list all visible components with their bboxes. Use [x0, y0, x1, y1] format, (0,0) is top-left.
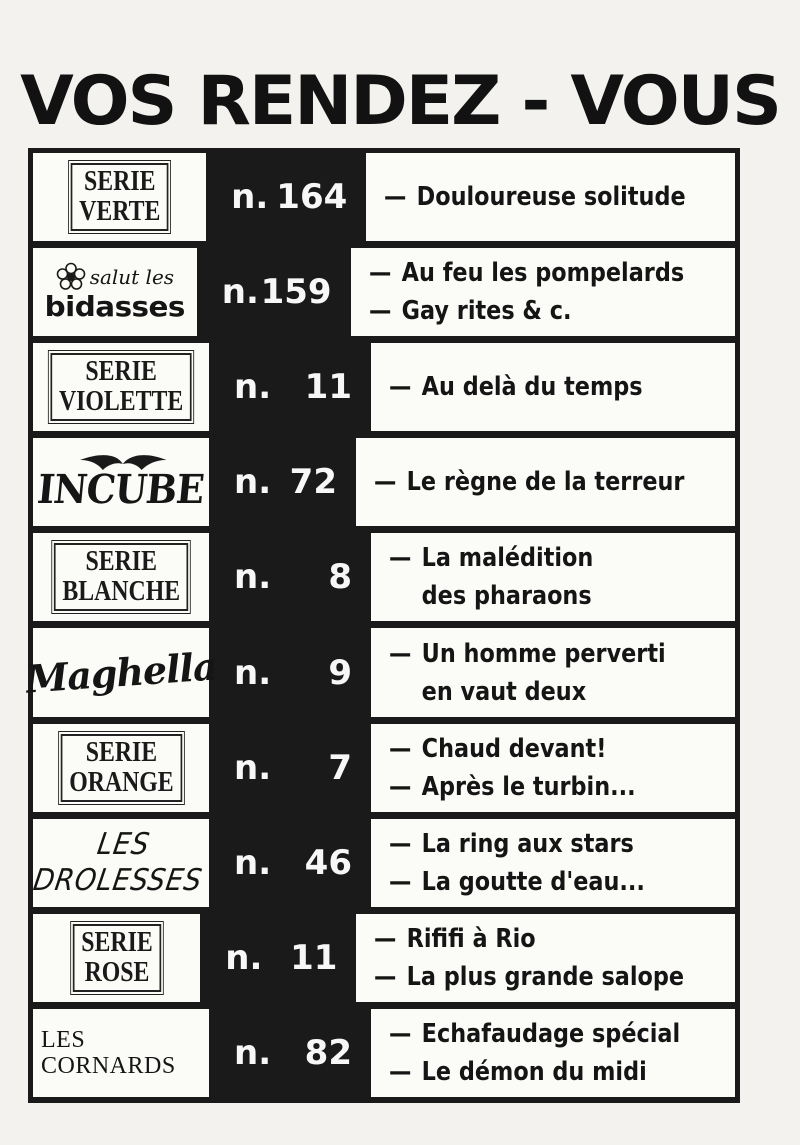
flower-icon	[56, 262, 86, 292]
number-prefix: n.	[234, 462, 272, 503]
table-row	[33, 533, 735, 621]
dash: —	[389, 543, 412, 574]
story-title: La ring aux stars	[421, 828, 634, 859]
logo-line: SERIE	[85, 546, 157, 578]
story-titles	[371, 819, 735, 907]
logo-serie-orange	[33, 724, 209, 812]
story-titles	[371, 343, 735, 431]
story-title: Le démon du midi	[421, 1056, 647, 1087]
story-title: Chaud devant!	[421, 733, 607, 764]
number-prefix: n.	[234, 652, 272, 693]
story-title: des pharaons	[421, 581, 592, 612]
logo-line: DROLESSES	[31, 862, 206, 898]
issue-number	[214, 819, 366, 907]
dash: —	[389, 771, 412, 802]
story-title: Après le turbin...	[421, 771, 636, 802]
story-titles	[371, 724, 735, 812]
number-prefix: n.	[225, 937, 263, 978]
issue-number	[202, 248, 346, 336]
dash: —	[389, 1056, 412, 1087]
dash: —	[389, 866, 412, 897]
table-row	[33, 724, 735, 812]
dash: —	[384, 182, 407, 213]
logo-line: SERIE	[85, 356, 157, 388]
issue-number	[214, 628, 366, 716]
number-prefix: n.	[221, 272, 259, 313]
issue-number	[214, 343, 366, 431]
logo-maghella	[24, 628, 218, 716]
dash: —	[374, 467, 397, 498]
number-value: 159	[260, 272, 332, 313]
dash: —	[389, 828, 412, 859]
logo-serie-blanche	[33, 533, 209, 621]
logo-serie-verte	[33, 153, 206, 241]
logo-incube	[33, 438, 209, 526]
dash: —	[389, 1018, 412, 1049]
table-row	[24, 628, 735, 716]
logo-line: LES	[41, 1026, 86, 1053]
dash: —	[389, 372, 412, 403]
schedule-table	[24, 148, 740, 1103]
story-title: en vaut deux	[421, 676, 587, 707]
logo-line: salut les	[89, 265, 175, 290]
logo-serie-violette	[33, 343, 209, 431]
number-prefix: n.	[234, 747, 272, 788]
number-value: 72	[289, 462, 337, 503]
table-row	[33, 153, 735, 241]
number-value: 7	[328, 747, 352, 788]
table-row	[33, 438, 735, 526]
bat-wings-icon	[71, 450, 174, 472]
logo-line: SERIE	[80, 926, 153, 958]
table-row	[33, 1009, 735, 1097]
story-titles	[371, 628, 735, 716]
story-title: Au delà du temps	[421, 372, 643, 403]
number-value: 11	[304, 367, 352, 408]
issue-number	[214, 724, 366, 812]
number-prefix: n.	[234, 557, 272, 598]
issue-number	[214, 1009, 366, 1097]
dash: —	[389, 733, 412, 764]
number-prefix: n.	[234, 367, 272, 408]
page-title: VOS RENDEZ - VOUS	[20, 62, 780, 141]
issue-number	[214, 533, 366, 621]
story-title: Douloureuse solitude	[416, 182, 686, 213]
story-titles	[356, 438, 735, 526]
number-prefix: n.	[234, 842, 272, 883]
story-title: Rififi à Rio	[407, 923, 537, 954]
story-title: Le règne de la terreur	[406, 467, 685, 498]
logo-line: bidasses	[44, 290, 185, 324]
logo-line: ROSE	[84, 956, 150, 988]
number-value: 8	[328, 557, 352, 598]
issue-number	[214, 438, 351, 526]
logo-line: Maghella	[24, 643, 218, 702]
number-value: 9	[328, 652, 352, 693]
story-title: Un homme perverti	[421, 638, 666, 669]
logo-line: BLANCHE	[62, 576, 180, 608]
story-titles	[351, 248, 735, 336]
number-value: 46	[304, 842, 352, 883]
logo-salut-les-bidasses	[33, 248, 197, 336]
story-title: Echafaudage spécial	[421, 1018, 681, 1049]
story-titles	[356, 914, 735, 1002]
table-row	[33, 914, 735, 1002]
table-row	[33, 819, 735, 907]
story-title: Gay rites & c.	[401, 296, 572, 327]
story-titles	[371, 1009, 735, 1097]
issue-number	[205, 914, 351, 1002]
table-row	[33, 248, 735, 336]
story-title: Au feu les pompelards	[401, 258, 684, 289]
logo-line: SERIE	[85, 736, 157, 768]
dash: —	[389, 638, 412, 669]
dash: —	[374, 923, 397, 954]
story-titles	[366, 153, 735, 241]
number-prefix: n.	[231, 177, 269, 218]
logo-line: CORNARDS	[41, 1052, 176, 1079]
logo-serie-rose	[33, 914, 200, 1002]
number-prefix: n.	[234, 1032, 272, 1073]
logo-les-drolesses	[33, 819, 209, 907]
logo-les-cornards	[33, 1009, 209, 1097]
logo-line: VIOLETTE	[58, 386, 184, 418]
issue-number	[211, 153, 361, 241]
story-titles	[371, 533, 735, 621]
story-title: La plus grande salope	[407, 961, 685, 992]
number-value: 11	[290, 937, 338, 978]
dash: —	[368, 258, 391, 289]
number-value: 164	[276, 177, 348, 218]
number-value: 82	[304, 1032, 352, 1073]
logo-line: LES	[95, 826, 153, 862]
logo-line: VERTE	[79, 196, 161, 228]
logo-line: ORANGE	[68, 766, 174, 798]
table-row	[33, 343, 735, 431]
dash: —	[374, 961, 397, 992]
dash: —	[368, 296, 391, 327]
story-title: La malédition	[421, 543, 594, 574]
logo-line: INCUBE	[35, 465, 206, 513]
story-title: La goutte d'eau...	[421, 866, 645, 897]
logo-line: SERIE	[83, 166, 156, 198]
